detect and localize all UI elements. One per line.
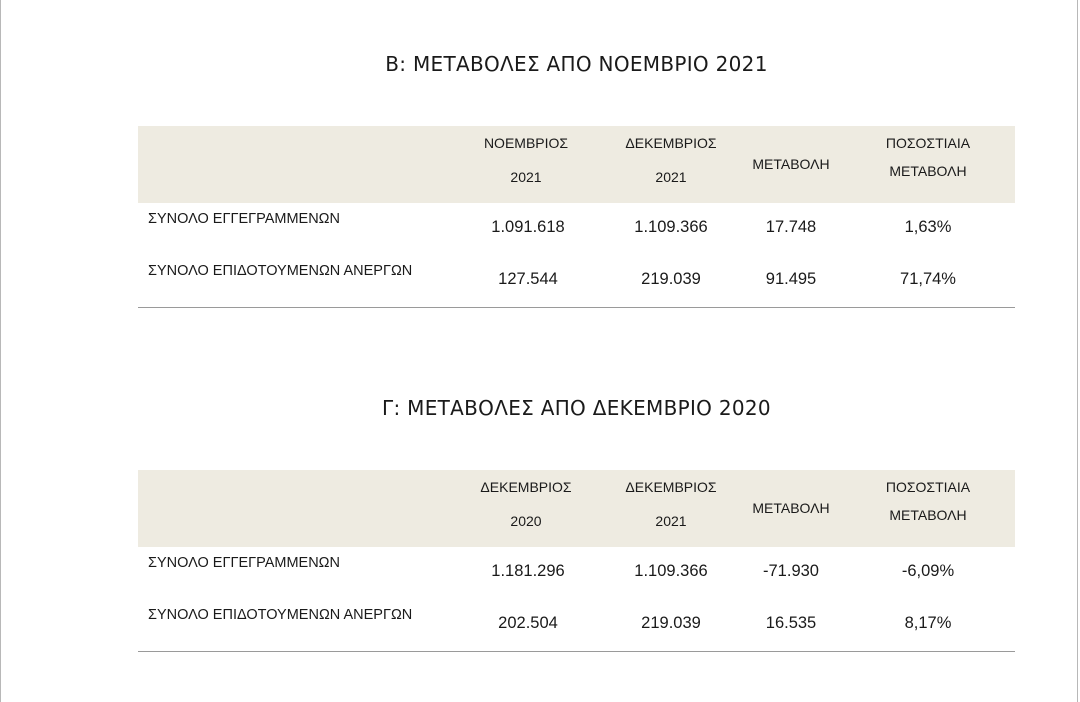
table-row xyxy=(138,599,1015,651)
column-header-line2: 2021 xyxy=(655,169,687,185)
cell-value: 1.109.366 xyxy=(634,218,708,236)
cell-value: 91.495 xyxy=(765,270,817,288)
cell-value: 202.504 xyxy=(498,614,558,632)
column-header-line1: ΔΕΚΕΜΒΡΙΟΣ xyxy=(625,135,717,151)
section-title: Γ: ΜΕΤΑΒΟΛΕΣ ΑΠΟ ΔΕΚΕΜΒΡΙΟ 2020 xyxy=(382,396,771,420)
cell-value: 1.109.366 xyxy=(634,562,708,580)
column-header-line1: ΠΟΣΟΣΤΙΑΙΑ xyxy=(885,479,971,495)
changes-table xyxy=(138,126,1015,308)
row-label: ΣΥΝΟΛΟ ΕΠΙΔΟΤΟΥΜΕΝΩΝ ΑΝΕΡΓΩΝ xyxy=(148,263,413,279)
cell-value: 71,74% xyxy=(900,270,956,288)
cell-value: 8,17% xyxy=(904,614,952,632)
column-header-line2: 2020 xyxy=(510,513,542,529)
column-header-change xyxy=(731,126,851,203)
cell-value: 17.748 xyxy=(765,218,817,236)
table-row xyxy=(138,547,1015,599)
column-header-period-2 xyxy=(611,470,731,538)
column-header-line1: ΝΟΕΜΒΡΙΟΣ xyxy=(483,135,569,151)
column-header-percent-change xyxy=(853,126,1003,185)
cell-value: 1.091.618 xyxy=(491,218,565,236)
cell-value: 219.039 xyxy=(641,614,701,632)
column-header-line1: ΔΕΚΕΜΒΡΙΟΣ xyxy=(480,479,572,495)
cell-value: -71.930 xyxy=(763,562,819,580)
column-header-period-1 xyxy=(466,126,586,194)
cell-value: 1,63% xyxy=(904,218,952,236)
column-header-line1: ΜΕΤΑΒΟΛΗ xyxy=(752,156,830,172)
column-header-change xyxy=(731,470,851,547)
cell-value: -6,09% xyxy=(901,562,955,580)
cell-value: 1.181.296 xyxy=(491,562,565,580)
column-header-period-1 xyxy=(466,470,586,538)
row-label: ΣΥΝΟΛΟ ΕΠΙΔΟΤΟΥΜΕΝΩΝ ΑΝΕΡΓΩΝ xyxy=(148,607,413,623)
table-row xyxy=(138,255,1015,307)
column-header-period-2 xyxy=(611,126,731,194)
table-header xyxy=(138,470,1015,547)
column-header-line1: ΔΕΚΕΜΒΡΙΟΣ xyxy=(625,479,717,495)
column-header-line2: ΜΕΤΑΒΟΛΗ xyxy=(889,507,967,523)
section-title: Β: ΜΕΤΑΒΟΛΕΣ ΑΠΟ ΝΟΕΜΒΡΙΟ 2021 xyxy=(385,52,768,76)
cell-value: 219.039 xyxy=(641,270,701,288)
table-header xyxy=(138,126,1015,203)
changes-table xyxy=(138,470,1015,652)
column-header-line1: ΜΕΤΑΒΟΛΗ xyxy=(752,500,830,516)
column-header-percent-change xyxy=(853,470,1003,529)
column-header-line2: ΜΕΤΑΒΟΛΗ xyxy=(889,163,967,179)
row-label: ΣΥΝΟΛΟ ΕΓΓΕΓΡΑΜΜΕΝΩΝ xyxy=(148,555,340,571)
table-row xyxy=(138,203,1015,255)
cell-value: 16.535 xyxy=(765,614,817,632)
column-header-line1: ΠΟΣΟΣΤΙΑΙΑ xyxy=(885,135,971,151)
cell-value: 127.544 xyxy=(498,270,558,288)
row-label: ΣΥΝΟΛΟ ΕΓΓΕΓΡΑΜΜΕΝΩΝ xyxy=(148,211,340,227)
column-header-line2: 2021 xyxy=(655,513,687,529)
column-header-line2: 2021 xyxy=(510,169,542,185)
